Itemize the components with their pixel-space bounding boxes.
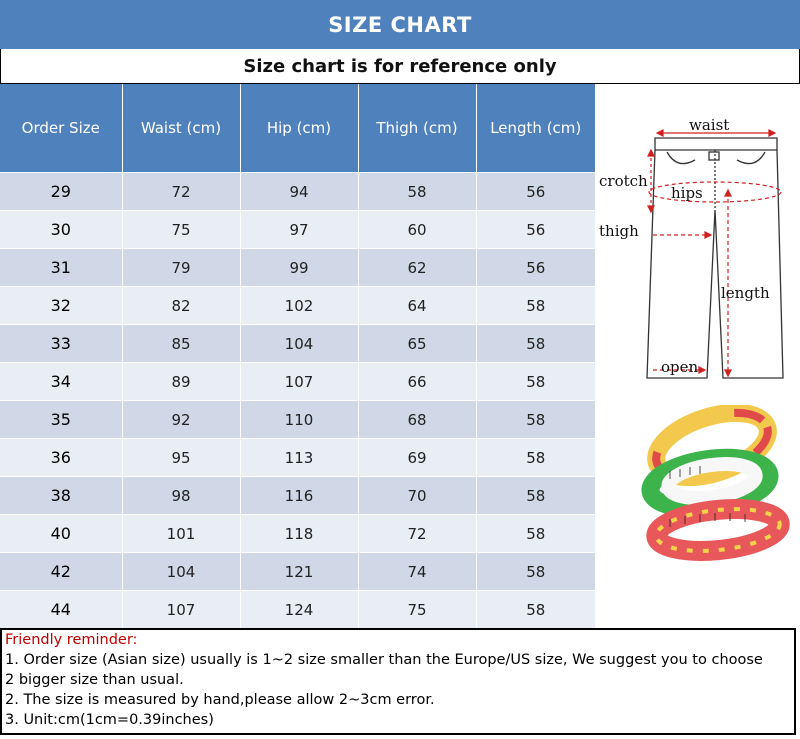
- cell-waist: 107: [122, 591, 240, 629]
- table-row: [0, 439, 595, 477]
- cell-hip: 94: [240, 173, 358, 211]
- cell-waist: 95: [122, 439, 240, 477]
- cell-length: 58: [476, 287, 595, 325]
- cell-length: 58: [476, 553, 595, 591]
- cell-order-size: 30: [0, 211, 122, 249]
- reminder-line-2: 2. The size is measured by hand,please allow 2~3cm error.: [5, 692, 435, 708]
- cell-hip: 97: [240, 211, 358, 249]
- reminder-line-3: 3. Unit:cm(1cm=0.39inches): [5, 712, 214, 728]
- table-row: [0, 173, 595, 211]
- cell-thigh: 74: [358, 553, 476, 591]
- cell-waist: 104: [122, 553, 240, 591]
- table-row: [0, 515, 595, 553]
- label-thigh: thigh: [599, 222, 639, 240]
- cell-thigh: 62: [358, 249, 476, 287]
- table-row: [0, 477, 595, 515]
- table-row: [0, 325, 595, 363]
- cell-order-size: 42: [0, 553, 122, 591]
- table-row: [0, 591, 595, 629]
- cell-waist: 79: [122, 249, 240, 287]
- table-row: [0, 553, 595, 591]
- cell-thigh: 75: [358, 591, 476, 629]
- cell-thigh: 58: [358, 173, 476, 211]
- header-hip: Hip (cm): [240, 84, 358, 173]
- cell-waist: 98: [122, 477, 240, 515]
- cell-hip: 104: [240, 325, 358, 363]
- cell-order-size: 33: [0, 325, 122, 363]
- reminder-title: Friendly reminder:: [5, 632, 138, 648]
- measuring-tape-image: [640, 405, 790, 565]
- cell-order-size: 36: [0, 439, 122, 477]
- cell-waist: 82: [122, 287, 240, 325]
- cell-length: 58: [476, 515, 595, 553]
- table-row: [0, 249, 595, 287]
- cell-order-size: 40: [0, 515, 122, 553]
- cell-waist: 85: [122, 325, 240, 363]
- cell-thigh: 72: [358, 515, 476, 553]
- cell-length: 58: [476, 363, 595, 401]
- cell-waist: 92: [122, 401, 240, 439]
- pants-measurement-diagram: [597, 100, 797, 400]
- cell-order-size: 38: [0, 477, 122, 515]
- cell-length: 58: [476, 477, 595, 515]
- cell-order-size: 44: [0, 591, 122, 629]
- cell-order-size: 31: [0, 249, 122, 287]
- label-hips: hips: [671, 184, 703, 202]
- cell-length: 56: [476, 211, 595, 249]
- cell-hip: 99: [240, 249, 358, 287]
- table-header-row: [0, 84, 595, 173]
- cell-hip: 102: [240, 287, 358, 325]
- cell-thigh: 64: [358, 287, 476, 325]
- label-crotch: crotch: [599, 172, 648, 190]
- label-length: length: [721, 284, 770, 302]
- cell-length: 56: [476, 173, 595, 211]
- cell-waist: 75: [122, 211, 240, 249]
- size-table: [0, 84, 595, 628]
- cell-length: 58: [476, 325, 595, 363]
- pants-outline: [647, 150, 783, 378]
- chart-subtitle: Size chart is for reference only: [0, 49, 800, 84]
- cell-thigh: 60: [358, 211, 476, 249]
- cell-thigh: 68: [358, 401, 476, 439]
- label-open: open: [661, 358, 699, 376]
- cell-hip: 110: [240, 401, 358, 439]
- table-row: [0, 211, 595, 249]
- cell-order-size: 34: [0, 363, 122, 401]
- header-thigh: Thigh (cm): [358, 84, 476, 173]
- table-row: [0, 401, 595, 439]
- cell-length: 58: [476, 591, 595, 629]
- pants-waistband: [655, 138, 777, 150]
- cell-hip: 124: [240, 591, 358, 629]
- reminder-line-1: 1. Order size (Asian size) usually is 1~2 size smaller than the Europe/US size, We suggest you to choose: [5, 652, 763, 668]
- cell-thigh: 69: [358, 439, 476, 477]
- cell-hip: 107: [240, 363, 358, 401]
- cell-length: 58: [476, 401, 595, 439]
- reminder-line-1-cont: 2 bigger size than usual.: [5, 672, 184, 688]
- cell-waist: 101: [122, 515, 240, 553]
- cell-order-size: 35: [0, 401, 122, 439]
- cell-waist: 89: [122, 363, 240, 401]
- cell-length: 56: [476, 249, 595, 287]
- chart-title: SIZE CHART: [0, 0, 800, 49]
- cell-thigh: 65: [358, 325, 476, 363]
- table-row: [0, 363, 595, 401]
- friendly-reminder: [0, 628, 796, 735]
- cell-thigh: 70: [358, 477, 476, 515]
- cell-length: 58: [476, 439, 595, 477]
- cell-order-size: 29: [0, 173, 122, 211]
- cell-hip: 118: [240, 515, 358, 553]
- cell-waist: 72: [122, 173, 240, 211]
- cell-hip: 113: [240, 439, 358, 477]
- cell-thigh: 66: [358, 363, 476, 401]
- cell-hip: 121: [240, 553, 358, 591]
- cell-hip: 116: [240, 477, 358, 515]
- cell-order-size: 32: [0, 287, 122, 325]
- table-body: [0, 173, 595, 629]
- header-waist: Waist (cm): [122, 84, 240, 173]
- header-order-size: Order Size: [0, 84, 122, 173]
- header-length: Length (cm): [476, 84, 595, 173]
- table-row: [0, 287, 595, 325]
- label-waist: waist: [689, 116, 730, 134]
